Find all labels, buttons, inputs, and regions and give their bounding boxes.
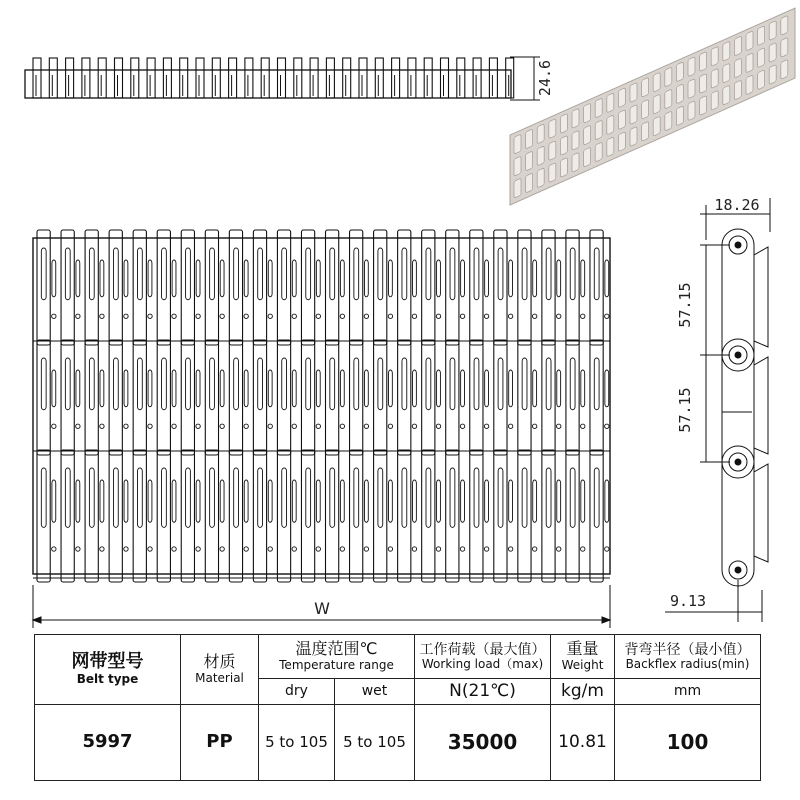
weight-header bbox=[551, 635, 615, 679]
temperature-en: Temperature range bbox=[279, 657, 394, 672]
material-en: Material bbox=[195, 670, 244, 685]
weight-en: Weight bbox=[561, 657, 604, 672]
pitch-2-label: 57.15 bbox=[676, 387, 694, 433]
weight-unit: kg/m bbox=[551, 679, 615, 705]
belt-type-cn: 网带型号 bbox=[71, 651, 144, 673]
material-value: PP bbox=[181, 705, 259, 781]
spec-table bbox=[34, 634, 761, 781]
load-value: 35000 bbox=[415, 705, 551, 781]
pitch-top-label: 18.26 bbox=[714, 196, 760, 214]
belt-type-value: 5997 bbox=[35, 705, 181, 781]
temp-wet-header: wet bbox=[335, 679, 415, 705]
load-cn: 工作荷载（最大值） bbox=[419, 641, 546, 658]
load-en: Working load（max) bbox=[421, 656, 544, 671]
belt-top-view bbox=[33, 230, 610, 582]
backflex-cn: 背弯半径（最小值） bbox=[624, 641, 751, 658]
temp-wet-value: 5 to 105 bbox=[335, 705, 415, 781]
load-header bbox=[415, 635, 551, 679]
backflex-value: 100 bbox=[615, 705, 761, 781]
belt-type-en: Belt type bbox=[76, 671, 139, 686]
backflex-unit: mm bbox=[615, 679, 761, 705]
belt-side-profile bbox=[25, 58, 514, 98]
pitch-1-label: 57.15 bbox=[676, 282, 694, 328]
weight-cn: 重量 bbox=[566, 639, 599, 659]
width-dimension-label: W bbox=[314, 599, 330, 618]
bottom-dimension-label: 9.13 bbox=[669, 592, 707, 610]
temp-dry-header: dry bbox=[259, 679, 335, 705]
belt-photo bbox=[510, 8, 795, 205]
backflex-header bbox=[615, 635, 761, 679]
backflex-en: Backflex radius(min) bbox=[625, 656, 750, 671]
load-unit: N(21℃) bbox=[415, 679, 551, 705]
temperature-cn: 温度范围℃ bbox=[295, 639, 378, 659]
temp-dry-value: 5 to 105 bbox=[259, 705, 335, 781]
temperature-header bbox=[259, 635, 415, 679]
height-dimension-label: 24.6 bbox=[536, 59, 554, 97]
material-header bbox=[181, 635, 259, 705]
weight-value: 10.81 bbox=[551, 705, 615, 781]
belt-type-header bbox=[35, 635, 181, 705]
material-cn: 材质 bbox=[203, 652, 236, 672]
